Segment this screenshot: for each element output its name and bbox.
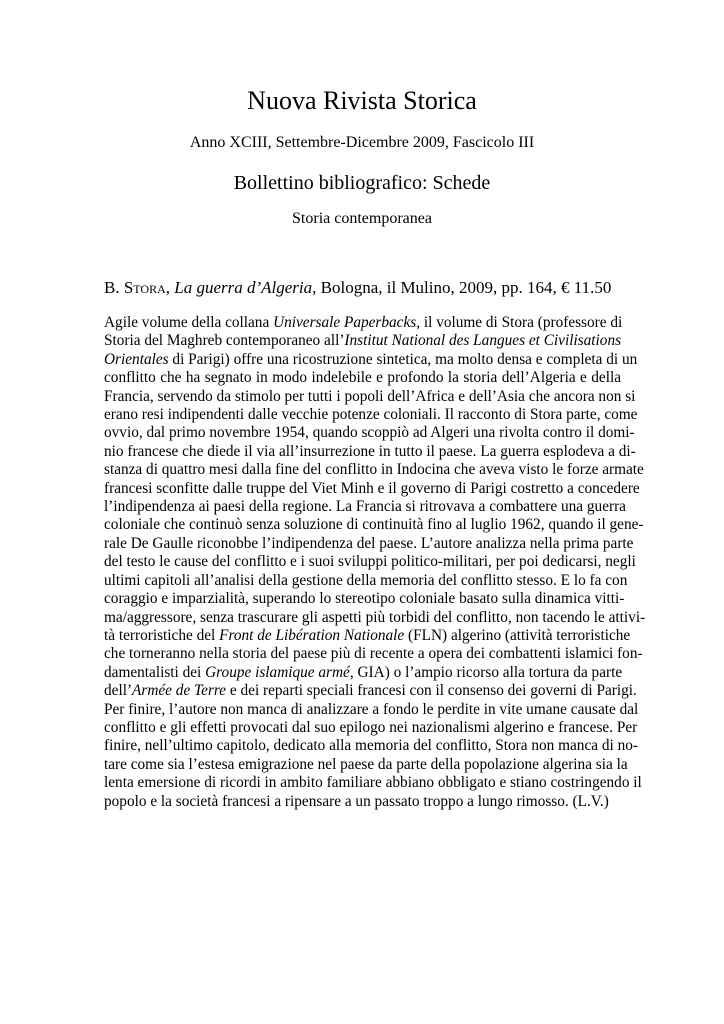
review-line bbox=[104, 737, 638, 755]
review-line bbox=[104, 461, 644, 479]
review-line bbox=[104, 571, 628, 590]
italic-text: Armée de Terre bbox=[132, 682, 227, 700]
review-line bbox=[104, 553, 636, 571]
review-line bbox=[104, 387, 636, 406]
review-line bbox=[104, 534, 634, 553]
text-segment: , GIA) o l’ampio ricorso alla tortura da parte bbox=[349, 663, 623, 681]
text-segment: dell’ bbox=[104, 682, 133, 700]
review-line bbox=[104, 718, 638, 737]
review-line bbox=[104, 774, 642, 792]
italic-text: Front de Libération Nationale bbox=[219, 626, 405, 644]
text-segment: tare come sia l’estesa emigrazione nel paese da parte della popolazione algerina sia la bbox=[104, 755, 628, 773]
text-segment: finire, nell’ultimo capitolo, dedicato alla memoria del conflitto, Stora non manca di no- bbox=[104, 737, 638, 755]
journal-title: Nuova Rivista Storica bbox=[247, 86, 477, 115]
text-segment: rale De Gaulle riconobbe l’indipendenza del paese. L’autore analizza nella prima parte bbox=[104, 534, 634, 552]
text-segment: conflitto che ha segnato in modo indelebile e profondo la storia dell’Algeria e della bbox=[104, 369, 621, 387]
review-line bbox=[104, 682, 637, 700]
review-line bbox=[104, 332, 621, 350]
review-body bbox=[104, 314, 646, 811]
text-segment: e dei reparti speciali francesi con il consenso dei governi di Parigi. bbox=[226, 682, 637, 700]
text-segment: ma/aggressore, senza trascurare gli aspetti più torbidi del conflitto, non tacendo le attivi- bbox=[104, 608, 646, 626]
review-line bbox=[104, 793, 621, 811]
text-segment: Agile volume della collana bbox=[104, 314, 274, 331]
text-segment: ultimi capitoli all’analisi della gestione della memoria del conflitto stesso. E lo fa con bbox=[104, 571, 628, 589]
review-line bbox=[104, 424, 635, 442]
text-segment: l’indipendenza ai paesi della regione. La Francia si ritrovava a combattere una guerra bbox=[104, 498, 626, 516]
author-surname: Stora bbox=[123, 278, 166, 297]
text-segment: tà terroristiche del bbox=[104, 626, 220, 644]
review-line bbox=[104, 479, 640, 498]
citation-separator: , bbox=[165, 278, 175, 297]
text-segment: lenta emersione di ricordi in ambito familiare abbiano obbligato e stiano costringendo il bbox=[104, 774, 642, 792]
review-line bbox=[104, 626, 631, 645]
review-line bbox=[104, 314, 621, 332]
text-segment: , il volume di Stora (professore di bbox=[416, 314, 623, 331]
subsection-title: Storia contemporanea bbox=[292, 210, 432, 227]
review-line bbox=[104, 590, 625, 608]
text-segment: che torneranno nella storia del paese più di recente a opera dei combattenti islamici fon- bbox=[104, 645, 643, 663]
text-segment: stanza di quattro mesi dalla fine del conflitto in Indocina che aveva visto le forze armate bbox=[104, 461, 644, 479]
text-segment: nio francese che diede il via all’insurrezione in tutto il paese. La guerra esplodeva a di- bbox=[104, 442, 636, 460]
text-segment: popolo e la società francesi a ripensare a un passato troppo a lungo rimosso. (L.V.) bbox=[104, 792, 609, 810]
author-initial: B. bbox=[104, 278, 124, 297]
review-line bbox=[104, 406, 638, 424]
review-line bbox=[104, 608, 646, 627]
review-line bbox=[104, 350, 638, 369]
text-segment: coloniale che continuò senza soluzione di continuità fino al luglio 1962, quando il gene- bbox=[104, 516, 644, 534]
publication-details: , Bologna, il Mulino, 2009, pp. 164, € 11.50 bbox=[312, 278, 612, 297]
review-line bbox=[104, 700, 639, 719]
text-segment: damentalisti dei bbox=[104, 663, 206, 681]
text-segment: erano resi indipendenti dalle vecchie potenze coloniali. Il racconto di Stora parte, come bbox=[104, 406, 638, 424]
review-line bbox=[104, 755, 628, 774]
review-line bbox=[104, 369, 621, 387]
text-segment: Storia del Maghreb contemporaneo all’ bbox=[104, 332, 345, 350]
book-title: La guerra d’Algeria bbox=[174, 278, 313, 297]
italic-text: Groupe islamique armé bbox=[205, 663, 350, 681]
review-line bbox=[104, 442, 636, 461]
text-segment: (FLN) algerino (attività terroristiche bbox=[404, 626, 631, 644]
text-segment: coraggio e imparzialità, superando lo stereotipo coloniale basato sulla dinamica vitti- bbox=[104, 590, 625, 608]
text-segment: conflitto e gli effetti provocati dal suo epilogo nei nazionalismi algerino e francese. Per bbox=[104, 718, 638, 736]
review-line bbox=[104, 498, 626, 516]
text-segment: del testo le cause del conflitto e i suoi sviluppi politico-militari, per poi dedicarsi, negli bbox=[104, 553, 636, 571]
section-title: Bollettino bibliografico: Schede bbox=[233, 172, 491, 194]
italic-text: Institut National des Langues et Civilisations bbox=[344, 332, 622, 350]
review-line bbox=[104, 516, 644, 534]
text-segment: francesi sconfitte dalle truppe del Viet Minh e il governo di Parigi costretto a concedere bbox=[104, 479, 640, 497]
italic-text: Universale Paperbacks bbox=[273, 314, 417, 331]
review-line bbox=[104, 664, 621, 682]
italic-text: Orientales bbox=[104, 350, 169, 368]
review-line bbox=[104, 645, 643, 663]
text-segment: Per finire, l’autore non manca di analizzare a fondo le perdite in vite umane causate dal bbox=[104, 700, 639, 718]
text-segment: di Parigi) offre una ricostruzione sintetica, ma molto densa e completa di un bbox=[168, 350, 638, 368]
text-segment: Francia, servendo da stimolo per tutti i popoli dell’Africa e dell’Asia che ancora non si bbox=[104, 387, 636, 405]
issue-line: Anno XCIII, Settembre-Dicembre 2009, Fascicolo III bbox=[189, 134, 535, 151]
text-segment: ovvio, dal primo novembre 1954, quando scoppiò ad Algeri una rivolta contro il domi- bbox=[104, 424, 635, 442]
book-citation bbox=[104, 278, 624, 298]
